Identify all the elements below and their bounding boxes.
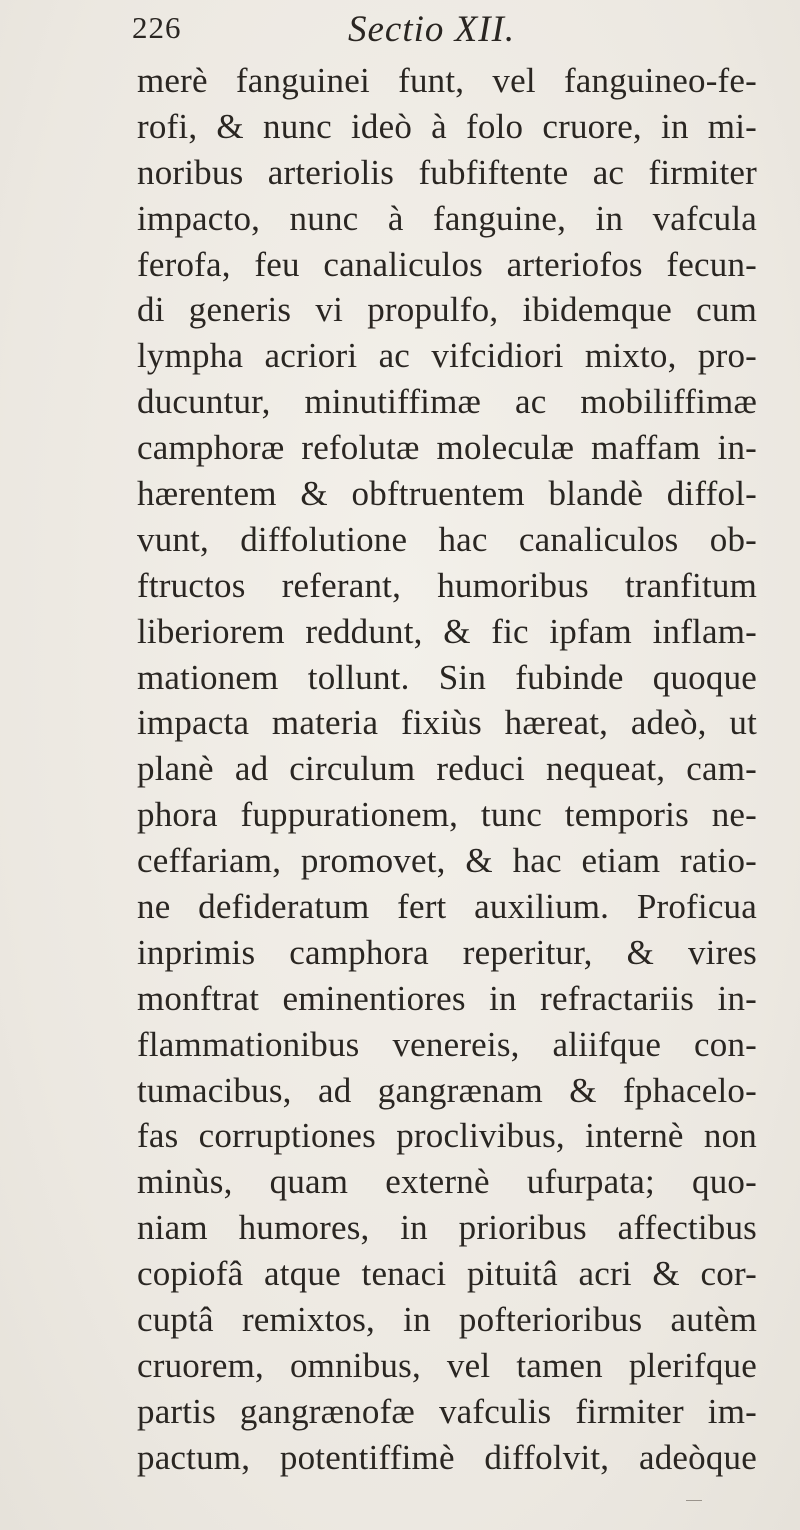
text-line: cruorem, omnibus, vel tamen plerifque — [137, 1345, 757, 1385]
text-line: niam humores, in prioribus affectibus — [137, 1208, 757, 1248]
text-line: partis gangrænofæ vafculis firmiter im- — [137, 1391, 757, 1431]
margin-mark — [686, 1500, 702, 1501]
text-line: liberiorem reddunt, & fic ipfam inflam- — [137, 611, 757, 651]
text-line: ducuntur, minutiffimæ ac mobiliffimæ — [137, 382, 757, 422]
text-line: phora fuppurationem, tunc temporis ne- — [137, 795, 757, 835]
text-line: hærentem & obftruentem blandè diffol- — [137, 474, 757, 514]
text-line: di generis vi propulfo, ibidemque cum — [137, 290, 757, 330]
text-line: tumacibus, ad gangrænam & fphacelo- — [137, 1070, 757, 1110]
text-line: minùs, quam externè ufurpata; quo- — [137, 1162, 757, 1202]
text-line: mationem tollunt. Sin fubinde quoque — [137, 657, 757, 697]
text-line: noribus arteriolis fubfiftente ac firmiter — [137, 152, 757, 192]
page-header — [132, 8, 752, 58]
text-line: monftrat eminentiores in refractariis in- — [137, 978, 757, 1018]
text-line: rofi, & nunc ideò à folo cruore, in mi- — [137, 106, 757, 146]
running-head: Sectio XII. — [348, 9, 516, 50]
text-line: inprimis camphora reperitur, & vires — [137, 932, 757, 972]
text-line: cuptâ remixtos, in pofterioribus autèm — [137, 1300, 757, 1340]
text-line: copiofâ atque tenaci pituitâ acri & cor- — [137, 1254, 757, 1294]
text-line: ferofa, feu canaliculos arteriofos fecun- — [137, 244, 757, 284]
text-line: camphoræ refolutæ moleculæ maffam in- — [137, 428, 757, 468]
text-line: planè ad circulum reduci nequeat, cam- — [137, 749, 757, 789]
page-number: 226 — [132, 10, 182, 45]
text-line: ne defideratum fert auxilium. Proficua — [137, 887, 757, 927]
text-line: impacto, nunc à fanguine, in vafcula — [137, 198, 757, 238]
text-line: lympha acriori ac vifcidiori mixto, pro- — [137, 336, 757, 376]
text-line: flammationibus venereis, aliifque con- — [137, 1024, 757, 1064]
text-line: ceffariam, promovet, & hac etiam ratio- — [137, 841, 757, 881]
text-line: vunt, diffolutione hac canaliculos ob- — [137, 519, 757, 559]
text-line: merè fanguinei funt, vel fanguineo-fe- — [137, 61, 757, 100]
text-line: pactum, potentiffimè diffolvit, adeòque — [137, 1437, 757, 1477]
text-line: impacta materia fixiùs hæreat, adeò, ut — [137, 703, 757, 743]
text-line: ftructos referant, humoribus tranfitum — [137, 565, 757, 605]
body-text — [137, 58, 757, 1481]
text-line: fas corruptiones proclivibus, internè non — [137, 1116, 757, 1156]
